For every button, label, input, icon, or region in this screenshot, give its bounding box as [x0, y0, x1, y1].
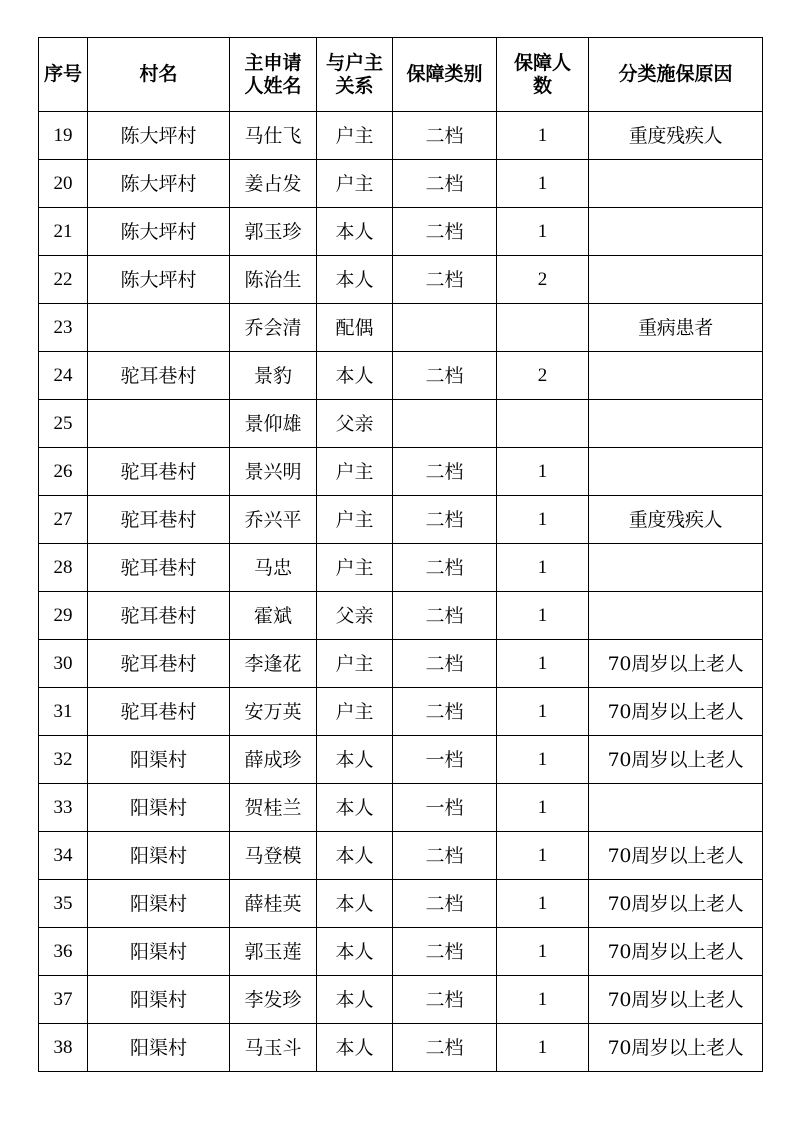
cell-village: 阳渠村	[88, 784, 230, 832]
cell-category: 一档	[393, 784, 497, 832]
cell-village: 阳渠村	[88, 976, 230, 1024]
cell-count: 1	[497, 160, 589, 208]
table-body	[39, 112, 763, 1072]
cell-applicant: 景仰雄	[230, 400, 317, 448]
cell-category: 二档	[393, 352, 497, 400]
cell-category: 二档	[393, 544, 497, 592]
cell-index: 28	[39, 544, 88, 592]
cell-category: 二档	[393, 688, 497, 736]
cell-relation: 本人	[317, 1024, 393, 1072]
cell-index: 29	[39, 592, 88, 640]
col-header-category	[393, 38, 497, 112]
table-row	[39, 832, 763, 880]
cell-relation: 本人	[317, 352, 393, 400]
cell-category: 二档	[393, 496, 497, 544]
col-header-relation	[317, 38, 393, 112]
cell-count: 1	[497, 736, 589, 784]
cell-reason: 70周岁以上老人	[589, 976, 763, 1024]
cell-index: 27	[39, 496, 88, 544]
cell-village: 驼耳巷村	[88, 496, 230, 544]
table-row	[39, 736, 763, 784]
cell-count: 2	[497, 256, 589, 304]
table-row	[39, 208, 763, 256]
cell-count: 1	[497, 880, 589, 928]
cell-relation: 本人	[317, 832, 393, 880]
header-line: 关系	[335, 74, 374, 97]
cell-relation: 户主	[317, 448, 393, 496]
cell-reason	[589, 400, 763, 448]
table-row	[39, 688, 763, 736]
table-row	[39, 352, 763, 400]
col-header-index	[39, 38, 88, 112]
table-row	[39, 880, 763, 928]
cell-count: 1	[497, 976, 589, 1024]
cell-count: 1	[497, 112, 589, 160]
cell-category: 二档	[393, 880, 497, 928]
cell-index: 20	[39, 160, 88, 208]
cell-village: 陈大坪村	[88, 160, 230, 208]
cell-relation: 本人	[317, 256, 393, 304]
cell-reason	[589, 352, 763, 400]
cell-relation: 父亲	[317, 400, 393, 448]
table-row	[39, 400, 763, 448]
cell-relation: 本人	[317, 784, 393, 832]
cell-count: 1	[497, 448, 589, 496]
cell-village: 驼耳巷村	[88, 592, 230, 640]
cell-reason: 70周岁以上老人	[589, 880, 763, 928]
cell-index: 26	[39, 448, 88, 496]
cell-village: 阳渠村	[88, 928, 230, 976]
table-row	[39, 928, 763, 976]
cell-index: 32	[39, 736, 88, 784]
cell-count: 1	[497, 832, 589, 880]
cell-reason	[589, 256, 763, 304]
cell-applicant: 马登模	[230, 832, 317, 880]
cell-relation: 本人	[317, 976, 393, 1024]
table-row	[39, 304, 763, 352]
cell-village: 阳渠村	[88, 880, 230, 928]
cell-reason: 重病患者	[589, 304, 763, 352]
table-row	[39, 256, 763, 304]
table-row	[39, 592, 763, 640]
header-row	[39, 38, 763, 112]
header-line: 数	[532, 74, 552, 97]
cell-index: 25	[39, 400, 88, 448]
cell-applicant: 郭玉莲	[230, 928, 317, 976]
cell-applicant: 李发珍	[230, 976, 317, 1024]
header-line: 与户主	[325, 51, 383, 74]
cell-index: 19	[39, 112, 88, 160]
cell-reason	[589, 592, 763, 640]
cell-relation: 户主	[317, 496, 393, 544]
cell-applicant: 景豹	[230, 352, 317, 400]
table-row	[39, 448, 763, 496]
cell-applicant: 姜占发	[230, 160, 317, 208]
cell-applicant: 乔会清	[230, 304, 317, 352]
cell-index: 21	[39, 208, 88, 256]
cell-count: 1	[497, 784, 589, 832]
table-row	[39, 784, 763, 832]
cell-village: 阳渠村	[88, 736, 230, 784]
table-header	[39, 38, 763, 112]
table-row	[39, 640, 763, 688]
header-line: 保障类别	[406, 63, 483, 85]
table-row	[39, 976, 763, 1024]
cell-applicant: 郭玉珍	[230, 208, 317, 256]
cell-village: 陈大坪村	[88, 256, 230, 304]
cell-index: 36	[39, 928, 88, 976]
cell-count	[497, 304, 589, 352]
header-line: 主申请	[244, 51, 302, 74]
header-line: 人姓名	[244, 74, 302, 97]
cell-reason	[589, 448, 763, 496]
cell-category: 一档	[393, 736, 497, 784]
cell-reason: 70周岁以上老人	[589, 688, 763, 736]
cell-applicant: 霍斌	[230, 592, 317, 640]
col-header-applicant	[230, 38, 317, 112]
cell-reason: 70周岁以上老人	[589, 1024, 763, 1072]
cell-category: 二档	[393, 256, 497, 304]
cell-index: 31	[39, 688, 88, 736]
cell-applicant: 安万英	[230, 688, 317, 736]
cell-applicant: 马玉斗	[230, 1024, 317, 1072]
cell-village: 陈大坪村	[88, 112, 230, 160]
cell-reason	[589, 784, 763, 832]
cell-applicant: 景兴明	[230, 448, 317, 496]
cell-applicant: 陈治生	[230, 256, 317, 304]
cell-category: 二档	[393, 640, 497, 688]
cell-relation: 本人	[317, 928, 393, 976]
cell-index: 37	[39, 976, 88, 1024]
cell-applicant: 薛桂英	[230, 880, 317, 928]
cell-applicant: 马仕飞	[230, 112, 317, 160]
cell-index: 30	[39, 640, 88, 688]
header-line: 保障人	[513, 51, 571, 74]
cell-relation: 户主	[317, 112, 393, 160]
cell-category: 二档	[393, 976, 497, 1024]
cell-category	[393, 304, 497, 352]
table-row	[39, 496, 763, 544]
cell-index: 35	[39, 880, 88, 928]
cell-count	[497, 400, 589, 448]
cell-applicant: 薛成珍	[230, 736, 317, 784]
cell-reason: 70周岁以上老人	[589, 928, 763, 976]
cell-index: 38	[39, 1024, 88, 1072]
cell-village: 阳渠村	[88, 1024, 230, 1072]
cell-relation: 户主	[317, 688, 393, 736]
header-line: 分类施保原因	[618, 63, 733, 85]
cell-village: 陈大坪村	[88, 208, 230, 256]
cell-category: 二档	[393, 112, 497, 160]
cell-reason	[589, 544, 763, 592]
cell-index: 33	[39, 784, 88, 832]
cell-count: 1	[497, 544, 589, 592]
cell-applicant: 李逢花	[230, 640, 317, 688]
cell-count: 1	[497, 208, 589, 256]
cell-count: 1	[497, 496, 589, 544]
cell-village: 驼耳巷村	[88, 352, 230, 400]
table-row	[39, 160, 763, 208]
cell-category: 二档	[393, 832, 497, 880]
cell-relation: 本人	[317, 880, 393, 928]
cell-relation: 父亲	[317, 592, 393, 640]
cell-relation: 本人	[317, 736, 393, 784]
cell-index: 34	[39, 832, 88, 880]
cell-reason	[589, 208, 763, 256]
cell-village: 驼耳巷村	[88, 640, 230, 688]
table-row	[39, 112, 763, 160]
cell-applicant: 马忠	[230, 544, 317, 592]
cell-relation: 户主	[317, 640, 393, 688]
cell-category: 二档	[393, 928, 497, 976]
header-line: 村名	[139, 63, 178, 85]
cell-reason: 70周岁以上老人	[589, 640, 763, 688]
cell-index: 22	[39, 256, 88, 304]
cell-category: 二档	[393, 592, 497, 640]
cell-village	[88, 400, 230, 448]
cell-category	[393, 400, 497, 448]
cell-category: 二档	[393, 1024, 497, 1072]
col-header-village	[88, 38, 230, 112]
cell-relation: 户主	[317, 544, 393, 592]
cell-index: 23	[39, 304, 88, 352]
cell-relation: 户主	[317, 160, 393, 208]
cell-village: 阳渠村	[88, 832, 230, 880]
cell-category: 二档	[393, 448, 497, 496]
cell-village: 驼耳巷村	[88, 448, 230, 496]
cell-village: 驼耳巷村	[88, 688, 230, 736]
cell-category: 二档	[393, 160, 497, 208]
cell-village: 驼耳巷村	[88, 544, 230, 592]
cell-count: 1	[497, 592, 589, 640]
cell-count: 1	[497, 688, 589, 736]
cell-category: 二档	[393, 208, 497, 256]
cell-count: 1	[497, 928, 589, 976]
cell-reason: 70周岁以上老人	[589, 832, 763, 880]
assistance-table	[38, 37, 763, 1072]
header-line: 序号	[43, 63, 82, 85]
cell-count: 2	[497, 352, 589, 400]
cell-relation: 本人	[317, 208, 393, 256]
cell-reason: 70周岁以上老人	[589, 736, 763, 784]
col-header-reason	[589, 38, 763, 112]
cell-index: 24	[39, 352, 88, 400]
col-header-count	[497, 38, 589, 112]
table-row	[39, 544, 763, 592]
cell-reason: 重度残疾人	[589, 112, 763, 160]
cell-reason	[589, 160, 763, 208]
cell-village	[88, 304, 230, 352]
table-row	[39, 1024, 763, 1072]
cell-reason: 重度残疾人	[589, 496, 763, 544]
cell-relation: 配偶	[317, 304, 393, 352]
cell-applicant: 贺桂兰	[230, 784, 317, 832]
cell-applicant: 乔兴平	[230, 496, 317, 544]
cell-count: 1	[497, 1024, 589, 1072]
cell-count: 1	[497, 640, 589, 688]
